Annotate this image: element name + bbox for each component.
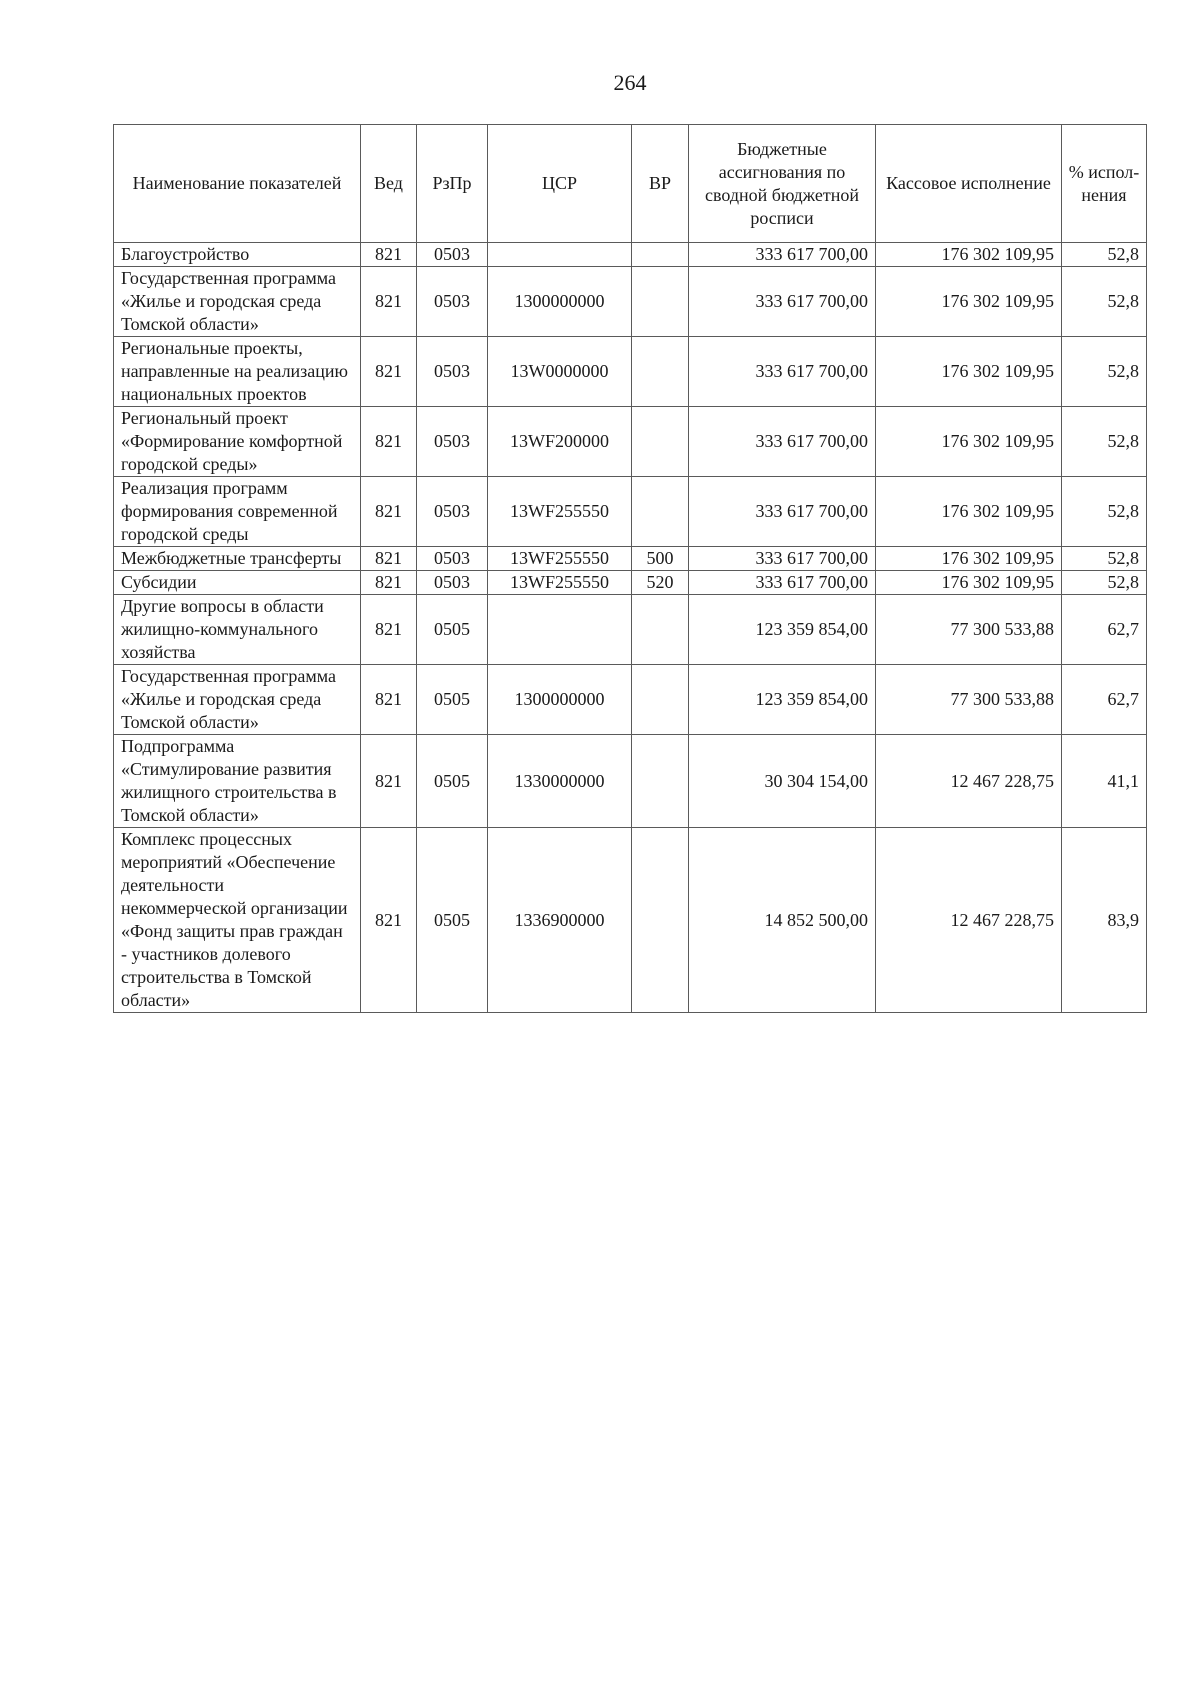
cell-budget: 333 617 700,00 [689, 337, 876, 407]
cell-budget: 333 617 700,00 [689, 571, 876, 595]
table-row [114, 665, 1147, 735]
cell-rzpr: 0503 [417, 477, 488, 547]
header-cash: Кассовое исполнение [876, 125, 1062, 243]
cell-csr: 1300000000 [488, 665, 632, 735]
cell-rzpr: 0505 [417, 665, 488, 735]
cell-pct: 62,7 [1062, 665, 1147, 735]
cell-cash: 176 302 109,95 [876, 243, 1062, 267]
cell-name: Государственная программа «Жилье и городская среда Томской области» [114, 267, 361, 337]
cell-name: Государственная программа «Жилье и городская среда Томской области» [114, 665, 361, 735]
cell-vr [632, 267, 689, 337]
cell-csr: 1300000000 [488, 267, 632, 337]
cell-csr: 13WF200000 [488, 407, 632, 477]
cell-ved: 821 [361, 665, 417, 735]
cell-pct: 52,8 [1062, 337, 1147, 407]
cell-budget: 333 617 700,00 [689, 477, 876, 547]
cell-pct: 41,1 [1062, 735, 1147, 828]
cell-cash: 176 302 109,95 [876, 547, 1062, 571]
table-row [114, 243, 1147, 267]
cell-name: Другие вопросы в области жилищно-коммунального хозяйства [114, 595, 361, 665]
cell-rzpr: 0503 [417, 571, 488, 595]
cell-ved: 821 [361, 267, 417, 337]
table-row [114, 595, 1147, 665]
cell-csr [488, 243, 632, 267]
cell-pct: 52,8 [1062, 267, 1147, 337]
cell-rzpr: 0503 [417, 243, 488, 267]
cell-ved: 821 [361, 828, 417, 1013]
cell-vr [632, 243, 689, 267]
cell-ved: 821 [361, 407, 417, 477]
cell-ved: 821 [361, 477, 417, 547]
cell-csr: 13WF255550 [488, 547, 632, 571]
cell-vr [632, 337, 689, 407]
header-name: Наименование показателей [114, 125, 361, 243]
cell-cash: 12 467 228,75 [876, 735, 1062, 828]
cell-ved: 821 [361, 243, 417, 267]
cell-pct: 52,8 [1062, 571, 1147, 595]
cell-csr [488, 595, 632, 665]
header-ved: Вед [361, 125, 417, 243]
cell-rzpr: 0503 [417, 547, 488, 571]
table-row [114, 477, 1147, 547]
cell-pct: 52,8 [1062, 407, 1147, 477]
cell-rzpr: 0505 [417, 595, 488, 665]
cell-ved: 821 [361, 595, 417, 665]
cell-name: Региональный проект «Формирование комфортной городской среды» [114, 407, 361, 477]
cell-pct: 52,8 [1062, 477, 1147, 547]
cell-rzpr: 0503 [417, 267, 488, 337]
cell-cash: 77 300 533,88 [876, 665, 1062, 735]
header-budget: Бюджетные ассигнования по сводной бюджетной росписи [689, 125, 876, 243]
cell-cash: 12 467 228,75 [876, 828, 1062, 1013]
cell-rzpr: 0503 [417, 407, 488, 477]
cell-vr [632, 828, 689, 1013]
cell-budget: 123 359 854,00 [689, 595, 876, 665]
cell-name: Реализация программ формирования современной городской среды [114, 477, 361, 547]
cell-budget: 333 617 700,00 [689, 267, 876, 337]
table-row [114, 735, 1147, 828]
cell-budget: 14 852 500,00 [689, 828, 876, 1013]
header-pct: % испол-нения [1062, 125, 1147, 243]
cell-cash: 176 302 109,95 [876, 267, 1062, 337]
table-row [114, 407, 1147, 477]
cell-csr: 1336900000 [488, 828, 632, 1013]
table-row [114, 337, 1147, 407]
cell-csr: 1330000000 [488, 735, 632, 828]
cell-rzpr: 0503 [417, 337, 488, 407]
cell-cash: 176 302 109,95 [876, 571, 1062, 595]
cell-vr [632, 595, 689, 665]
cell-csr: 13WF255550 [488, 571, 632, 595]
cell-name: Подпрограмма «Стимулирование развития жилищного строительства в Томской области» [114, 735, 361, 828]
cell-ved: 821 [361, 571, 417, 595]
header-vr: ВР [632, 125, 689, 243]
cell-cash: 176 302 109,95 [876, 337, 1062, 407]
cell-cash: 176 302 109,95 [876, 407, 1062, 477]
cell-budget: 333 617 700,00 [689, 547, 876, 571]
cell-cash: 77 300 533,88 [876, 595, 1062, 665]
cell-vr [632, 735, 689, 828]
cell-rzpr: 0505 [417, 828, 488, 1013]
cell-csr: 13W0000000 [488, 337, 632, 407]
cell-budget: 30 304 154,00 [689, 735, 876, 828]
cell-name: Межбюджетные трансферты [114, 547, 361, 571]
cell-vr: 500 [632, 547, 689, 571]
cell-vr [632, 407, 689, 477]
cell-name: Благоустройство [114, 243, 361, 267]
cell-ved: 821 [361, 735, 417, 828]
cell-name: Региональные проекты, направленные на реализацию национальных проектов [114, 337, 361, 407]
table-row [114, 828, 1147, 1013]
cell-pct: 62,7 [1062, 595, 1147, 665]
header-csr: ЦСР [488, 125, 632, 243]
cell-name: Субсидии [114, 571, 361, 595]
cell-vr: 520 [632, 571, 689, 595]
table-row [114, 547, 1147, 571]
page-number: 264 [613, 70, 647, 95]
cell-pct: 52,8 [1062, 547, 1147, 571]
cell-budget: 333 617 700,00 [689, 243, 876, 267]
cell-cash: 176 302 109,95 [876, 477, 1062, 547]
cell-name: Комплекс процессных мероприятий «Обеспечение деятельности некоммерческой организации «Фонд защиты прав граждан - участников долевого строительства в Томской области» [114, 828, 361, 1013]
cell-pct: 83,9 [1062, 828, 1147, 1013]
header-rzpr: РзПр [417, 125, 488, 243]
cell-pct: 52,8 [1062, 243, 1147, 267]
cell-ved: 821 [361, 547, 417, 571]
cell-ved: 821 [361, 337, 417, 407]
cell-budget: 333 617 700,00 [689, 407, 876, 477]
budget-execution-table [113, 124, 1147, 1013]
table-row [114, 571, 1147, 595]
cell-budget: 123 359 854,00 [689, 665, 876, 735]
cell-vr [632, 477, 689, 547]
table-row [114, 267, 1147, 337]
cell-rzpr: 0505 [417, 735, 488, 828]
table-header-row [114, 125, 1147, 243]
cell-vr [632, 665, 689, 735]
cell-csr: 13WF255550 [488, 477, 632, 547]
